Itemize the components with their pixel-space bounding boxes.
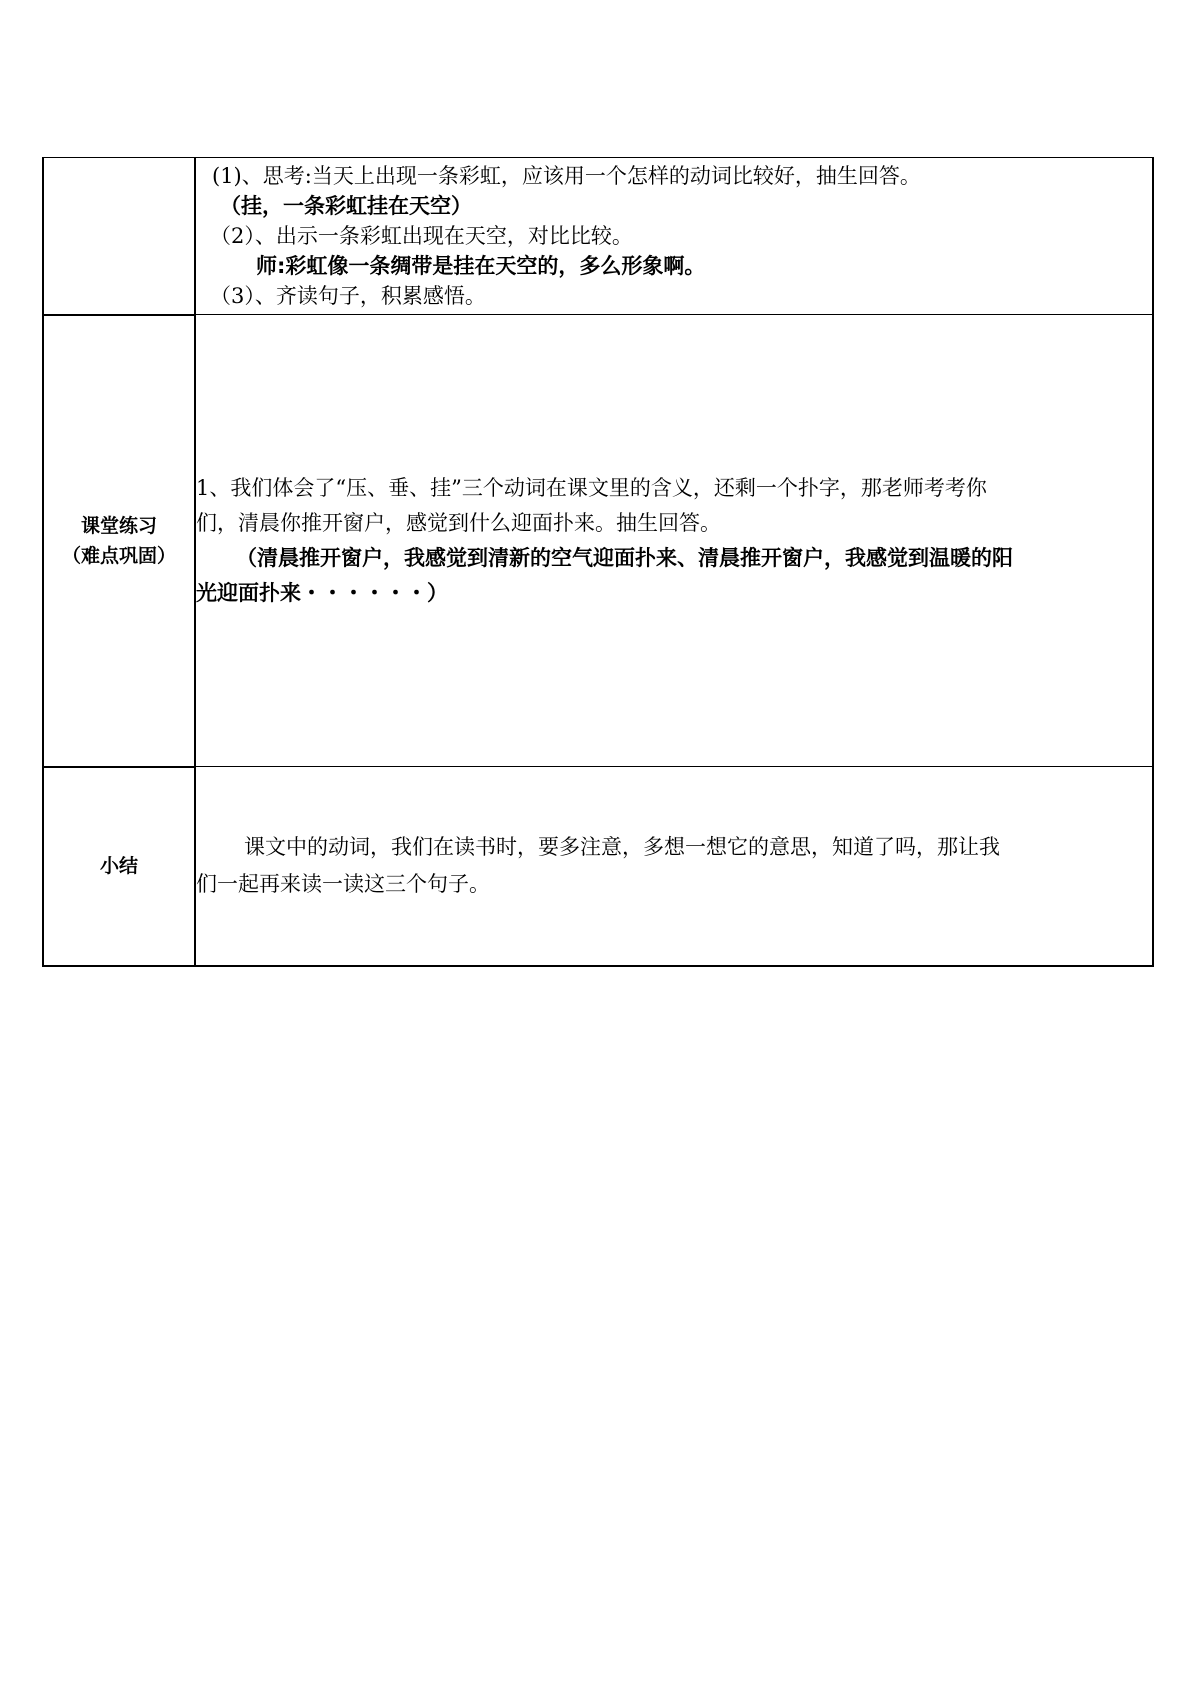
table-row-practice bbox=[43, 315, 1153, 767]
step-2-compare: （2）、出示一条彩虹出现在天空，对比比较。 bbox=[210, 224, 633, 248]
row-label-practice bbox=[43, 315, 195, 767]
practice-question-line-2: 们，清晨你推开窗户，感觉到什么迎面扑来。抽生回答。 bbox=[196, 510, 721, 535]
practice-question-line-1: 1、我们体会了“压、垂、挂”三个动词在课文里的含义，还剩一个扑字，那老师考考你 bbox=[196, 475, 987, 500]
step-1-answer: （挂，一条彩虹挂在天空） bbox=[220, 194, 472, 218]
row-label-summary: 小结 bbox=[43, 767, 195, 966]
practice-content bbox=[195, 315, 1153, 767]
table-row-summary bbox=[43, 767, 1153, 966]
lesson-plan-table bbox=[42, 157, 1154, 967]
summary-line-1: 课文中的动词，我们在读书时，要多注意，多想一想它的意思，知道了吗，那让我 bbox=[244, 834, 1000, 859]
practice-answer-line-2: 光迎面扑来・・・・・・） bbox=[196, 580, 448, 605]
table-row-teaching-steps bbox=[43, 158, 1153, 315]
row-label-empty bbox=[43, 158, 195, 315]
summary-content bbox=[195, 767, 1153, 966]
summary-line-2: 们一起再来读一读这三个句子。 bbox=[196, 871, 490, 896]
step-3-read: （3）、齐读句子，积累感悟。 bbox=[210, 284, 486, 308]
practice-answer-line-1: （清晨推开窗户，我感觉到清新的空气迎面扑来、清晨推开窗户，我感觉到温暖的阳 bbox=[236, 545, 1013, 570]
teacher-remark: 师:彩虹像一条绸带是挂在天空的，多么形象啊。 bbox=[256, 254, 706, 278]
teaching-steps-content bbox=[195, 158, 1153, 315]
practice-sublabel: （难点巩固） bbox=[61, 544, 176, 567]
step-1-think: (1)、思考:当天上出现一条彩虹，应该用一个怎样的动词比较好，抽生回答。 bbox=[212, 164, 921, 188]
practice-label: 课堂练习 bbox=[80, 514, 157, 537]
